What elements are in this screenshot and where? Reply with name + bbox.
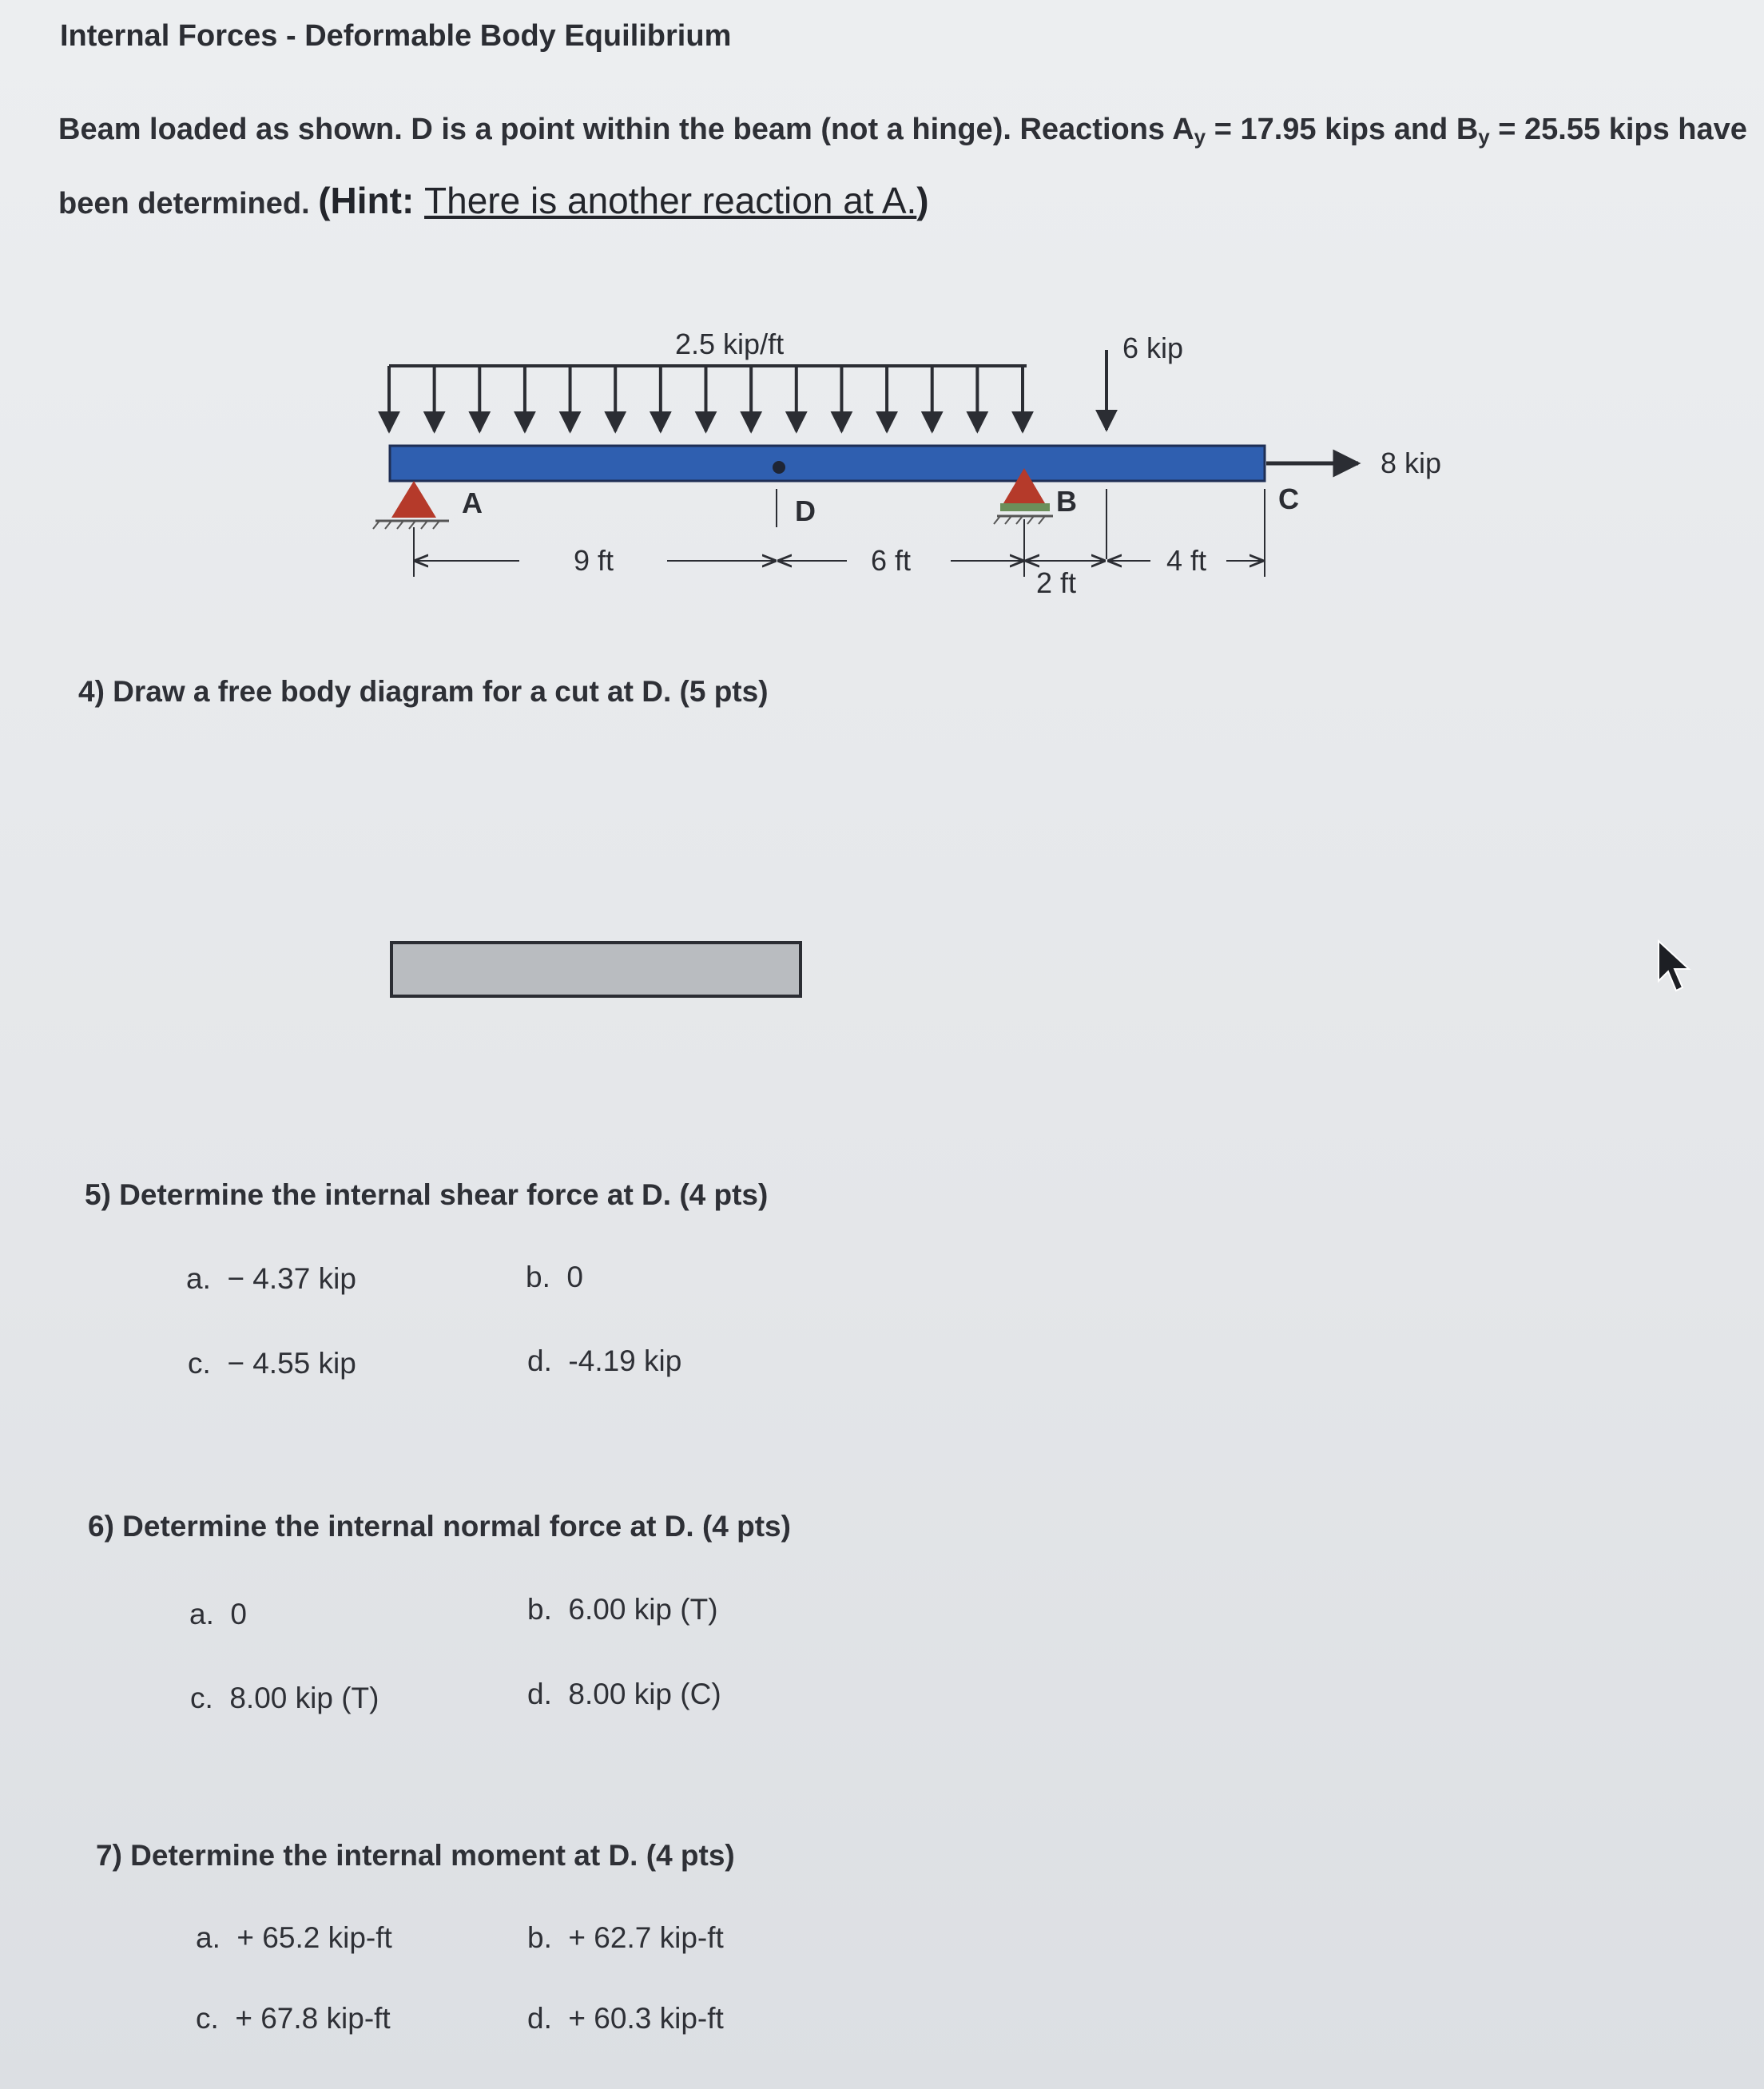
point-load-label: 6 kip [1122, 332, 1184, 364]
q5-option-b-text: 0 [566, 1261, 583, 1293]
distributed-load-label: 2.5 kip/ft [675, 328, 785, 360]
q5-option-a-text: − 4.37 kip [227, 1262, 356, 1295]
q7-option-d-letter: d. [527, 2002, 552, 2035]
q5-option-c[interactable] [188, 1347, 356, 1380]
page-title: Internal Forces - Deformable Body Equilibrium [60, 19, 732, 53]
reaction-by-symbol: B [1456, 113, 1479, 146]
question-5-prompt: 5) Determine the internal shear force at D. (4 pts) [85, 1178, 769, 1211]
q6-option-a-letter: a. [189, 1598, 214, 1630]
label-b: B [1056, 485, 1077, 518]
q5-option-d-text: -4.19 kip [568, 1344, 682, 1377]
hint-label: (Hint: [318, 180, 425, 221]
mouse-pointer-icon [1655, 939, 1695, 995]
label-a: A [462, 487, 483, 519]
q6-option-a[interactable] [189, 1598, 247, 1631]
q6-option-c-letter: c. [190, 1682, 213, 1714]
q7-option-b[interactable] [527, 1921, 724, 1955]
q6-option-d[interactable] [527, 1678, 721, 1711]
question-6-prompt: 6) Determine the internal normal force at D. (4 pts) [88, 1510, 791, 1543]
q5-option-d-letter: d. [527, 1344, 552, 1377]
q6-option-b-text: 6.00 kip (T) [568, 1593, 718, 1626]
q6-option-c[interactable] [190, 1682, 379, 1715]
hint-text: There is another reaction at A. [424, 180, 917, 221]
q7-option-a-text: + 65.2 kip-ft [236, 1921, 392, 1954]
distributed-load [389, 328, 1027, 431]
dim-d-b: 6 ft [871, 544, 912, 577]
point-d-marker [773, 461, 785, 474]
reaction-by-subscript: y [1478, 125, 1490, 149]
q5-option-a-letter: a. [186, 1262, 211, 1295]
q5-option-d[interactable] [527, 1344, 681, 1378]
q7-option-c[interactable] [196, 2002, 391, 2035]
reaction-ay-subscript: y [1194, 125, 1206, 149]
q7-option-b-text: + 62.7 kip-ft [568, 1921, 724, 1954]
q5-option-b-letter: b. [526, 1261, 550, 1293]
distributed-load-arrows [389, 366, 1023, 431]
statement-text-4: been determined. [58, 187, 319, 220]
q6-option-c-text: 8.00 kip (T) [229, 1682, 379, 1714]
q5-option-a[interactable] [186, 1262, 356, 1296]
q5-option-c-text: − 4.55 kip [227, 1347, 356, 1380]
q7-option-a-letter: a. [196, 1921, 220, 1954]
dim-b-load: 2 ft [1036, 566, 1077, 599]
axial-load [1266, 447, 1441, 479]
label-c: C [1278, 483, 1299, 515]
q5-option-c-letter: c. [188, 1347, 211, 1380]
label-d: D [795, 494, 816, 527]
q7-option-a[interactable] [196, 1921, 392, 1955]
dimension-lines [415, 544, 1262, 599]
q5-option-b[interactable] [526, 1261, 583, 1294]
q6-option-d-letter: d. [527, 1678, 552, 1710]
dim-a-d: 9 ft [574, 544, 614, 577]
q7-option-c-text: + 67.8 kip-ft [235, 2002, 391, 2035]
statement-text-2: = 17.95 kips and [1206, 113, 1456, 146]
fbd-answer-box[interactable] [391, 943, 801, 996]
question-7-prompt: 7) Determine the internal moment at D. (4 pts) [96, 1839, 735, 1872]
axial-load-label: 8 kip [1381, 447, 1442, 479]
beam [390, 446, 1265, 481]
q7-option-c-letter: c. [196, 2002, 219, 2035]
q6-option-d-text: 8.00 kip (C) [568, 1678, 721, 1710]
q6-option-b-letter: b. [527, 1593, 552, 1626]
q7-option-d[interactable] [527, 2002, 724, 2035]
dim-load-c: 4 ft [1166, 544, 1207, 577]
q7-option-d-text: + 60.3 kip-ft [568, 2002, 724, 2035]
support-a [373, 481, 483, 529]
question-4-prompt: 4) Draw a free body diagram for a cut at D. (5 pts) [78, 675, 769, 708]
q7-option-b-letter: b. [527, 1921, 552, 1954]
reaction-ay-symbol: A [1172, 113, 1194, 146]
hint-close: ) [916, 180, 929, 221]
q6-option-b[interactable] [527, 1593, 718, 1626]
statement-text-3: = 25.55 kips have [1489, 113, 1747, 146]
q6-option-a-text: 0 [230, 1598, 247, 1630]
statement-text-1: Beam loaded as shown. D is a point within the beam (not a hinge). Reactions [58, 113, 1173, 146]
point-load [1106, 332, 1183, 430]
